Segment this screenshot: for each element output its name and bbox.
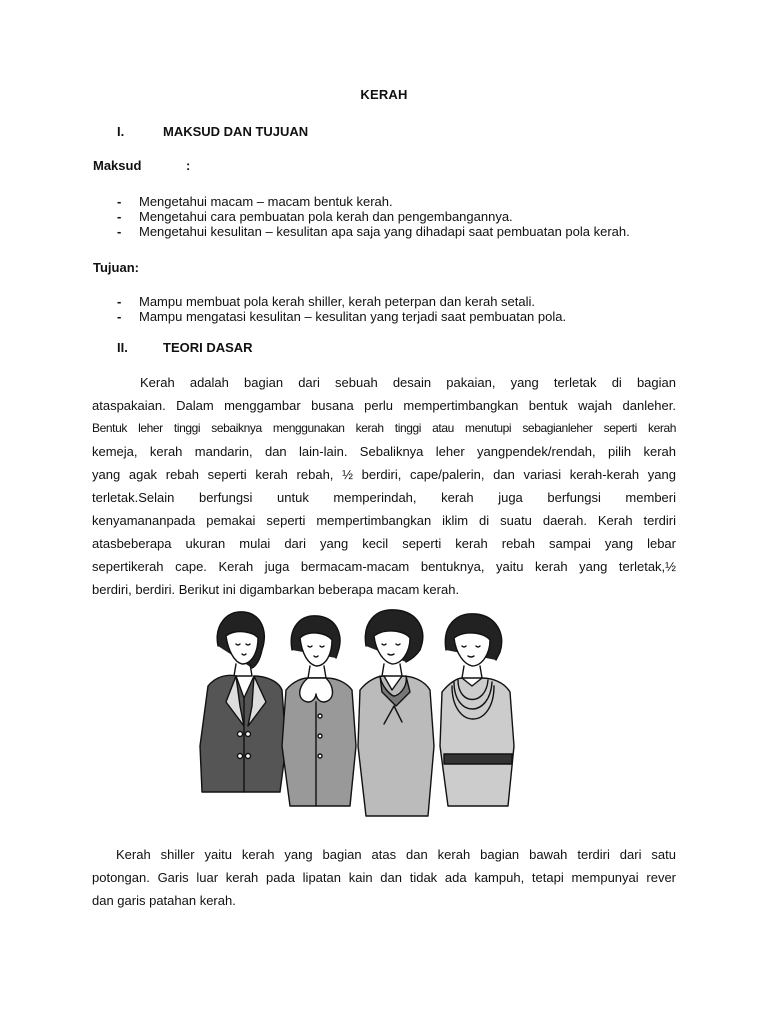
paragraph-line: potongan. Garis luar kerah pada lipatan kain dan tidak ada kampuh, tetapi mempunyai rever xyxy=(92,870,676,885)
paragraph-line: berdiri, berdiri. Berikut ini digambarkan beberapa macam kerah. xyxy=(92,582,460,597)
paragraph-line: Bentuk leher tinggi sebaiknya menggunakan kerah tinggi atau menutupi sebagianleher seperti kerah xyxy=(92,421,676,435)
paragraph-line: atasbeberapa ukuran mulai dari yang kecil seperti kerah rebah sampai yang lebar xyxy=(92,536,676,551)
paragraph-kerah-shiller xyxy=(92,843,676,912)
list-item-text: Mampu mengatasi kesulitan – kesulitan yang terjadi saat pembuatan pola. xyxy=(139,309,567,324)
maksud-list xyxy=(117,194,630,239)
list-item-text: Mengetahui macam – macam bentuk kerah. xyxy=(139,194,393,209)
list-item xyxy=(117,194,630,209)
tujuan-label: Tujuan: xyxy=(93,260,139,275)
paragraph-line: Kerah adalah bagian dari sebuah desain pakaian, yang terletak di bagian xyxy=(140,375,676,390)
paragraph-line: kenyamananpada pemakai seperti mempertimbangkan iklim di suatu daerah. Kerah terdiri xyxy=(92,513,676,528)
document-title: KERAH xyxy=(360,87,408,102)
paragraph-line: yang agak rebah seperti kerah rebah, ½ berdiri, cape/palerin, dan variasi kerah-kerah yang xyxy=(92,467,676,482)
section-1-number: I. xyxy=(117,124,125,139)
bullet-dash: - xyxy=(117,309,122,324)
bullet-dash: - xyxy=(117,294,122,309)
list-item xyxy=(117,309,566,324)
maksud-label: Maksud xyxy=(93,158,142,173)
list-item xyxy=(117,294,566,309)
maksud-colon: : xyxy=(186,158,191,173)
paragraph-line: terletak.Selain berfungsi untuk memperindah, kerah juga berfungsi memberi xyxy=(92,490,676,505)
paragraph-line: sepertikerah cape. Kerah juga bermacam-macam bentuknya, yaitu kerah yang terletak,½ xyxy=(92,559,676,574)
list-item-text: Mengetahui kesulitan – kesulitan apa saja yang dihadapi saat pembuatan pola kerah. xyxy=(139,224,630,239)
paragraph-line: ataspakaian. Dalam menggambar busana perlu mempertimbangkan bentuk wajah danleher. xyxy=(92,398,676,413)
paragraph-teori-dasar xyxy=(92,371,676,601)
collar-illustration xyxy=(196,606,532,834)
figure-scarf-collar xyxy=(358,610,434,816)
section-1-title: MAKSUD DAN TUJUAN xyxy=(163,124,309,139)
bullet-dash: - xyxy=(117,224,122,239)
section-2-number: II. xyxy=(117,340,128,355)
figure-shiller-collar xyxy=(200,612,286,792)
paragraph-line: dan garis patahan kerah. xyxy=(92,893,236,908)
list-item-text: Mampu membuat pola kerah shiller, kerah peterpan dan kerah setali. xyxy=(139,294,535,309)
paragraph-line: Kerah shiller yaitu kerah yang bagian atas dan kerah bagian bawah terdiri dari satu xyxy=(116,847,676,862)
section-2-title: TEORI DASAR xyxy=(163,340,253,355)
list-item-text: Mengetahui cara pembuatan pola kerah dan pengembangannya. xyxy=(139,209,513,224)
bullet-dash: - xyxy=(117,209,122,224)
tujuan-list xyxy=(117,294,566,324)
list-item xyxy=(117,209,630,224)
figure-peterpan-collar xyxy=(282,616,356,806)
paragraph-line: kemeja, kerah mandarin, dan lain-lain. Sebaliknya leher yangpendek/rendah, pilih kerah xyxy=(92,444,676,459)
list-item xyxy=(117,224,630,239)
bullet-dash: - xyxy=(117,194,122,209)
figure-cowl-collar xyxy=(440,614,514,806)
